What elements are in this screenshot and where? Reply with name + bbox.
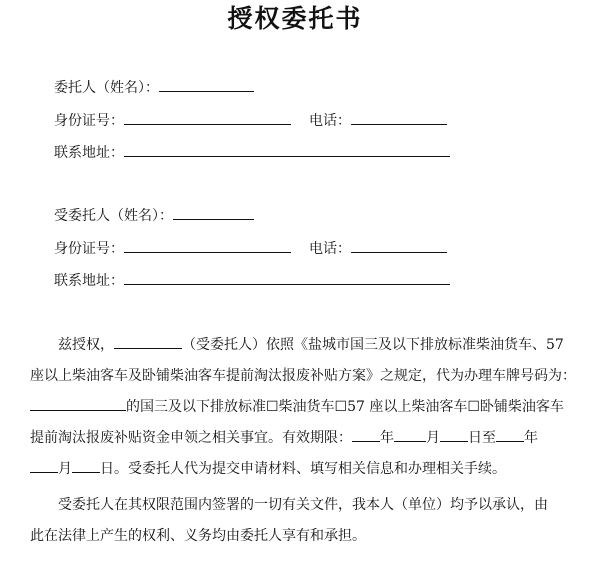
agent-address-row bbox=[54, 270, 450, 292]
end-month-blank[interactable] bbox=[30, 458, 58, 473]
ack-line-1: 受委托人在其权限范围内签署的一切有关文件，我本人（单位）均予以承认，由 bbox=[58, 497, 548, 513]
agent-id-blank[interactable] bbox=[124, 238, 291, 253]
end-year-blank[interactable] bbox=[496, 427, 524, 442]
start-month-blank[interactable] bbox=[394, 427, 426, 442]
agent-id-row bbox=[54, 238, 291, 260]
body-line-1-start: 兹授权， bbox=[58, 337, 114, 353]
end-month-label: 月 bbox=[58, 461, 72, 477]
principal-name-label: 委托人（姓名）： bbox=[54, 80, 159, 96]
principal-phone-row bbox=[309, 110, 447, 132]
principal-id-row bbox=[54, 110, 291, 132]
ack-line-2: 此在法律上产生的权利、义务均由委托人享有和承担。 bbox=[30, 528, 366, 544]
body-line-2: 座以上柴油客车及卧铺柴油客车提前淘汰报废补贴方案》之规定，代为办理车牌号码为： bbox=[30, 368, 576, 384]
body-line-5-end: 日。受委托人代为提交申请材料、填写相关信息和办理相关手续。 bbox=[100, 461, 506, 477]
start-year-label: 年 bbox=[380, 430, 394, 446]
agent-name-label: 受委托人（姓名）： bbox=[54, 208, 173, 224]
agent-name-row bbox=[54, 205, 254, 227]
agent-id-label: 身份证号： bbox=[54, 241, 124, 257]
start-year-blank[interactable] bbox=[352, 427, 380, 442]
document-title: 授权委托书 bbox=[227, 4, 363, 33]
start-month-label: 月 bbox=[426, 430, 440, 446]
principal-address-row bbox=[54, 142, 450, 164]
agent-address-label: 联系地址： bbox=[54, 273, 124, 289]
authorization-paragraph bbox=[30, 330, 576, 485]
agent-address-blank[interactable] bbox=[124, 270, 450, 285]
end-year-label: 年 bbox=[524, 430, 538, 446]
principal-id-label: 身份证号： bbox=[54, 113, 124, 129]
plate-number-blank[interactable] bbox=[30, 396, 126, 411]
agent-phone-blank[interactable] bbox=[351, 238, 447, 253]
agent-phone-row bbox=[309, 238, 447, 260]
agent-name-inline-blank[interactable] bbox=[114, 334, 182, 349]
end-day-blank[interactable] bbox=[72, 458, 100, 473]
principal-phone-label: 电话： bbox=[309, 113, 351, 129]
principal-address-blank[interactable] bbox=[124, 142, 450, 157]
principal-address-label: 联系地址： bbox=[54, 145, 124, 161]
principal-name-blank[interactable] bbox=[159, 77, 254, 92]
vehicle-type-options: 的国三及以下排放标准☐柴油货车☐57 座以上柴油客车☐卧铺柴油客车 bbox=[126, 399, 564, 415]
agent-phone-label: 电话： bbox=[309, 241, 351, 257]
body-line-4 bbox=[30, 423, 564, 454]
principal-id-blank[interactable] bbox=[124, 110, 291, 125]
start-day-label: 日至 bbox=[468, 430, 496, 446]
acknowledgement-paragraph bbox=[30, 490, 564, 552]
body-line-3 bbox=[30, 392, 564, 423]
principal-phone-blank[interactable] bbox=[351, 110, 447, 125]
agent-name-blank[interactable] bbox=[173, 205, 254, 220]
start-day-blank[interactable] bbox=[440, 427, 468, 442]
body-line-1 bbox=[30, 330, 564, 361]
principal-name-row bbox=[54, 77, 254, 99]
body-line-1-end: （受委托人）依照《盐城市国三及以下排放标准柴油货车、57 bbox=[182, 337, 564, 353]
body-line-5 bbox=[30, 454, 564, 485]
validity-label: 提前淘汰报废补贴资金申领之相关事宜。有效期限： bbox=[30, 430, 352, 446]
